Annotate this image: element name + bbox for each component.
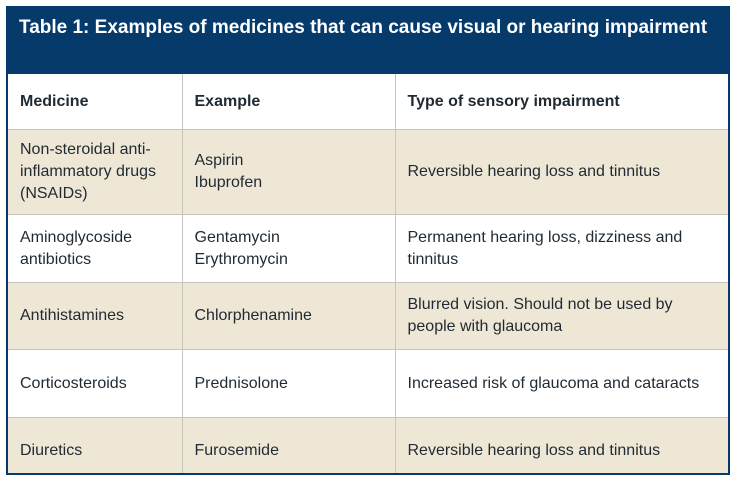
example-item: Prednisolone bbox=[194, 374, 288, 392]
cell-impairment: Reversible hearing loss and tinnitus bbox=[395, 418, 728, 476]
table-row bbox=[8, 418, 728, 476]
cell-medicine: Non-steroidal anti-inflammatory drugs (NSAIDs) bbox=[8, 130, 182, 215]
header-row bbox=[8, 74, 728, 130]
example-item: Chlorphenamine bbox=[194, 307, 312, 324]
cell-example bbox=[182, 130, 395, 215]
table-row bbox=[8, 283, 728, 350]
cell-impairment: Reversible hearing loss and tinnitus bbox=[395, 130, 728, 215]
cell-impairment: Blurred vision. Should not be used by people with glaucoma bbox=[395, 283, 728, 350]
table-caption: Table 1: Examples of medicines that can cause visual or hearing impairment bbox=[8, 8, 728, 74]
example-item: Furosemide bbox=[194, 441, 279, 459]
table-row bbox=[8, 215, 728, 283]
header-example: Example bbox=[182, 74, 395, 130]
header-impairment: Type of sensory impairment bbox=[395, 74, 728, 130]
example-item: Gentamycin bbox=[194, 228, 280, 246]
table-row bbox=[8, 350, 728, 418]
cell-example bbox=[182, 418, 395, 476]
example-item: Ibuprofen bbox=[194, 174, 263, 191]
cell-example bbox=[182, 283, 395, 350]
table-row bbox=[8, 130, 728, 215]
header-medicine: Medicine bbox=[8, 74, 182, 130]
cell-medicine: Antihistamines bbox=[8, 283, 182, 350]
cell-example bbox=[182, 350, 395, 418]
example-item: Erythromycin bbox=[194, 250, 288, 268]
cell-medicine: Diuretics bbox=[8, 418, 182, 476]
data-table bbox=[8, 74, 728, 475]
cell-impairment: Increased risk of glaucoma and cataracts bbox=[395, 350, 728, 418]
example-item: Aspirin bbox=[194, 152, 244, 169]
cell-medicine: Aminoglycoside antibiotics bbox=[8, 215, 182, 283]
medicines-table bbox=[6, 6, 730, 475]
cell-example bbox=[182, 215, 395, 283]
cell-impairment: Permanent hearing loss, dizziness and tinnitus bbox=[395, 215, 728, 283]
cell-medicine: Corticosteroids bbox=[8, 350, 182, 418]
